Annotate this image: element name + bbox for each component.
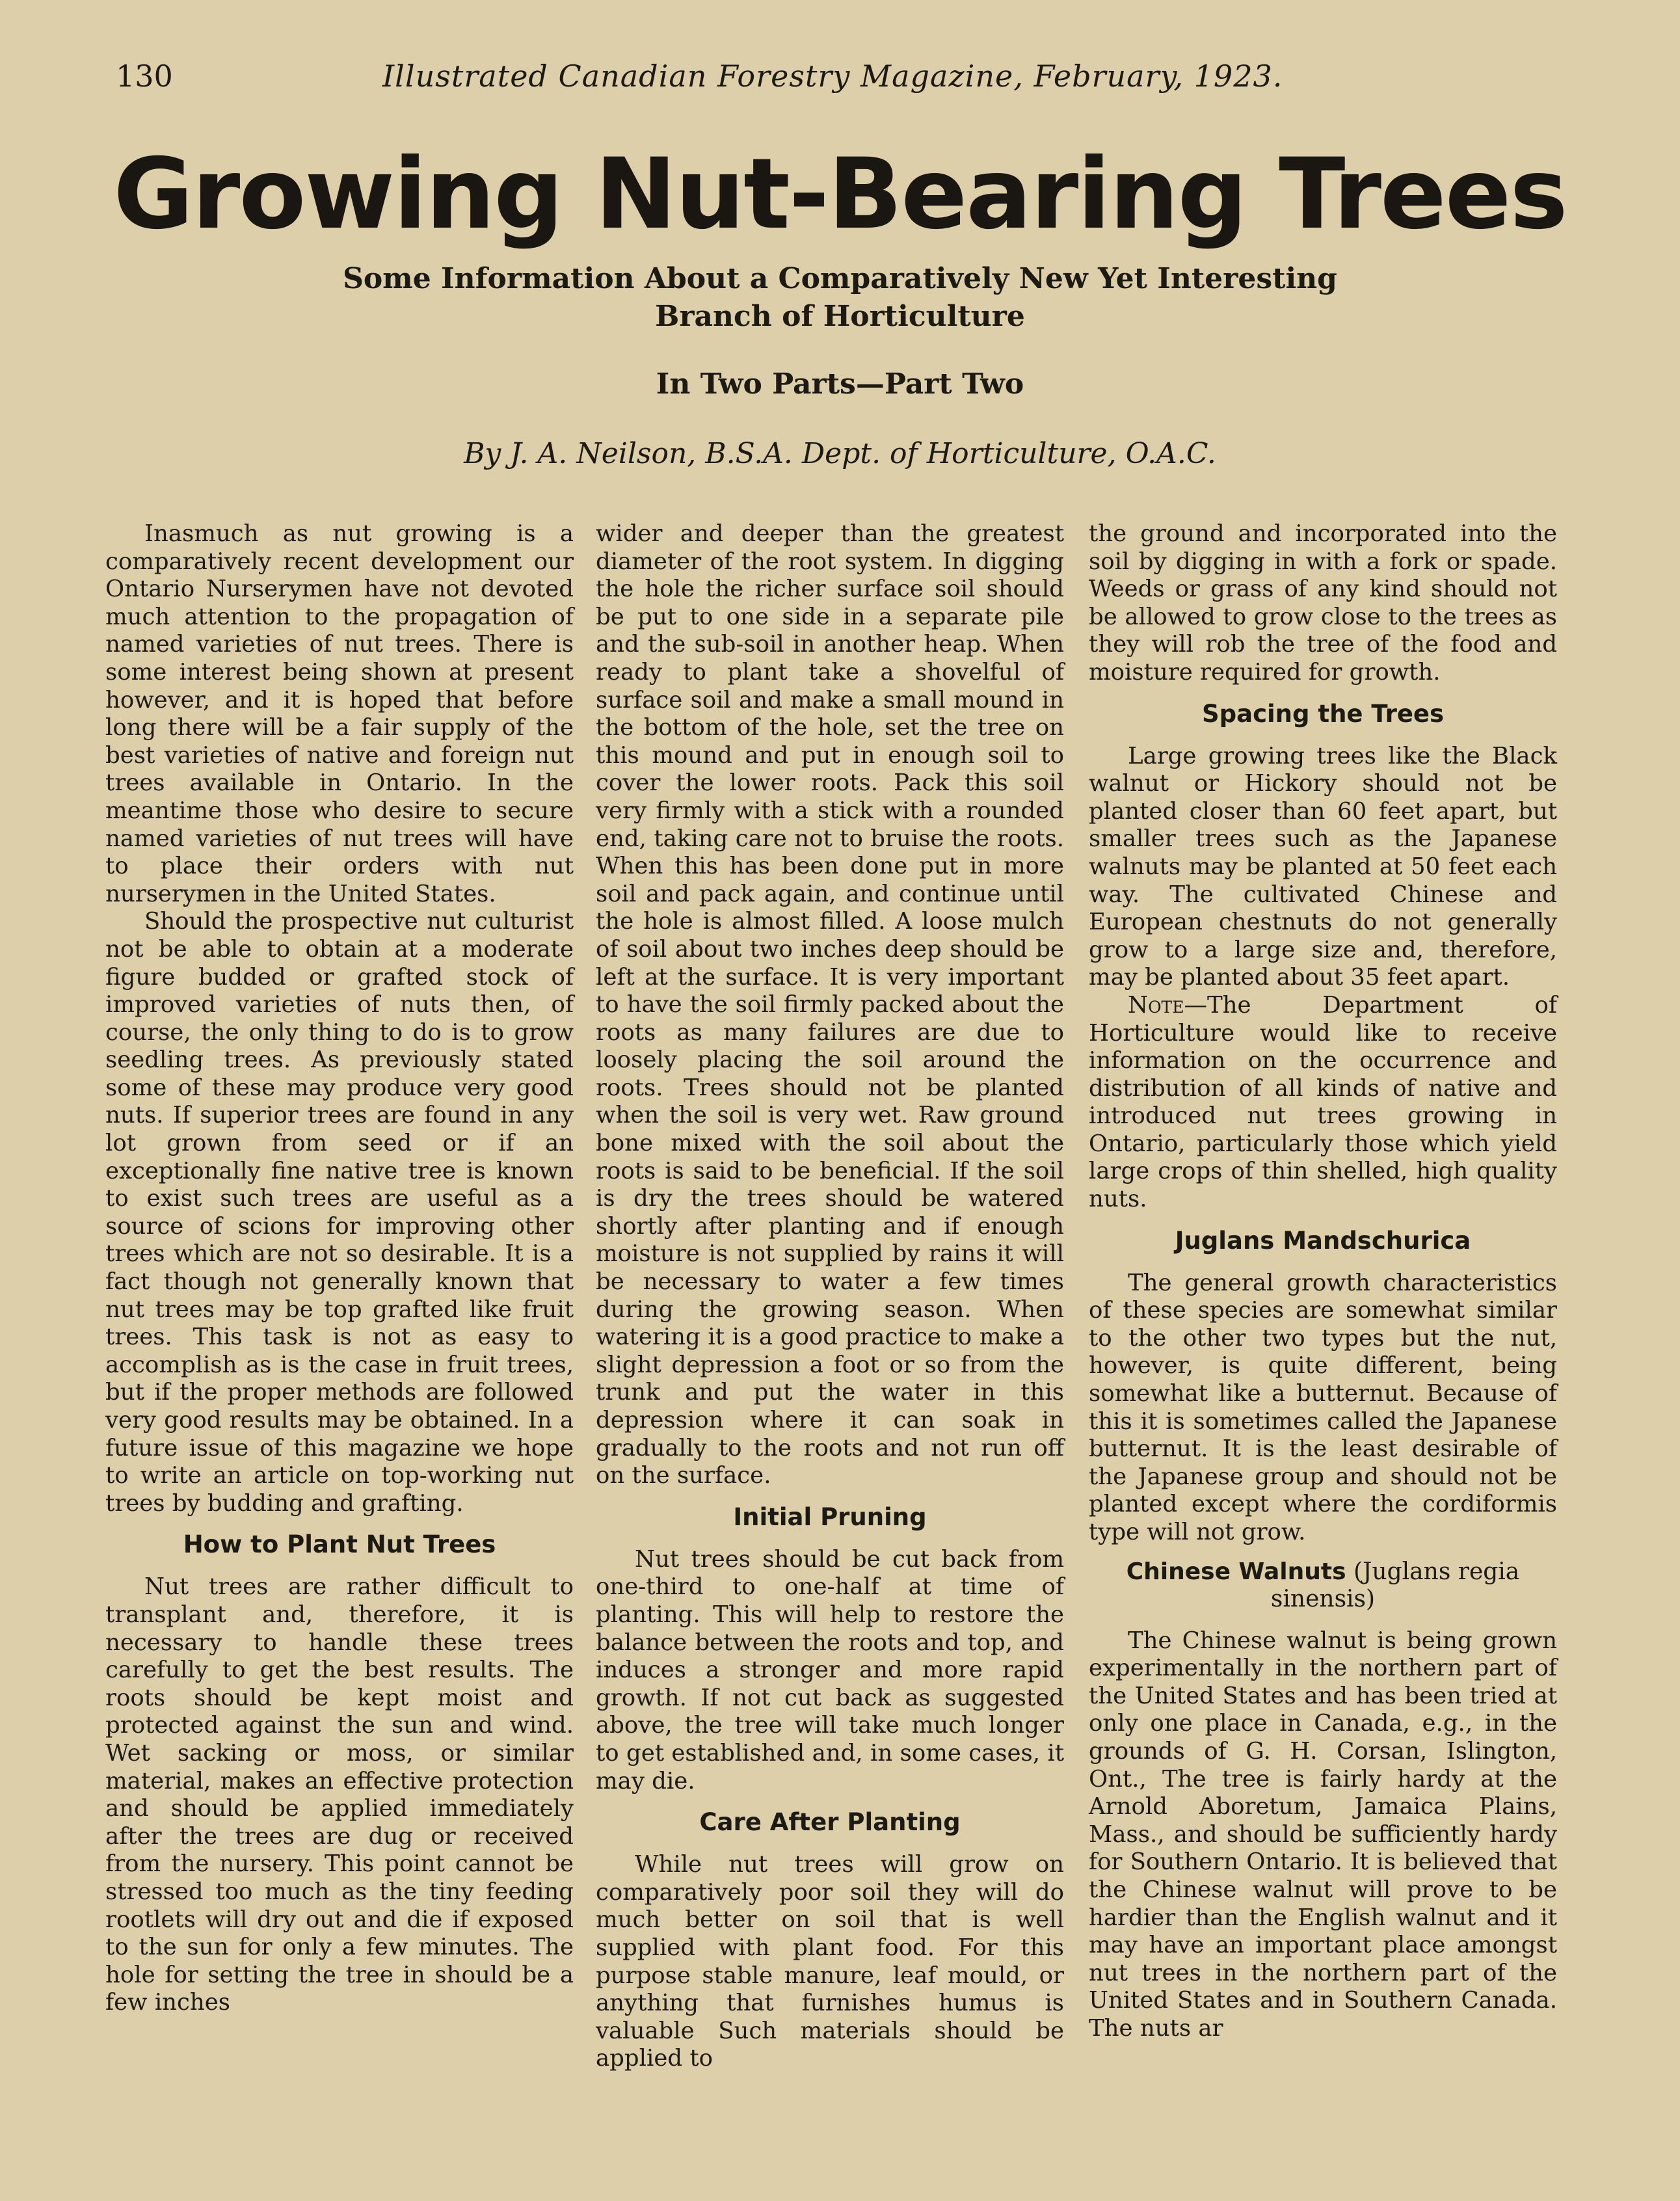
- paragraph: The general growth characteristics of these species are somewhat similar to the other two types but the nut, however, is quite different, being somewhat like a butternut. Because of this it is sometimes called the Japanese butternut. It is the least desirable of the Japanese group and should not be planted except where the cordiformis type will not grow.: [1089, 1269, 1557, 1545]
- section-heading: How to Plant Nut Trees: [183, 1530, 496, 1559]
- paragraph: wider and deeper than the greatest diameter of the root system. In digging the hole the richer surface soil should be put to one side in a separate pile and the sub-soil in another heap. When ready to plant take a shovelful of surface soil and make a small mound in the bottom of the hole, set the tree on this mound and put in enough soil to cover the lower roots. Pack this soil very firmly with a stick with a rounded end, taking care not to bruise the roots. When this has been done put in more soil and pack again, and continue until the hole is almost filled. A loose mulch of soil about two inches deep should be left at the surface. It is very important to have the soil firmly packed about the roots as many failures are due to loosely placing the soil around the roots. Trees should not be planted when the soil is very wet. Raw ground bone mixed with the soil about the roots is said to be beneficial. If the soil is dry the trees should be watered shortly after planting and if enough moisture is not supplied by rains it will be necessary to water a few times during the growing season. When watering it is a good practice to make a slight depression a foot or so from the trunk and put the water in this depression where it can soak in gradually to the roots and not run off on the surface.: [596, 520, 1064, 1489]
- column-2: [596, 520, 1064, 2073]
- part-label: In Two Parts—Part Two: [656, 367, 1024, 401]
- section-heading: Initial Pruning: [733, 1502, 927, 1531]
- column-1: [105, 520, 574, 2017]
- subtitle-line-2: Branch of Horticulture: [655, 300, 1025, 333]
- note-text: —The Department of Horticulture would like to receive information on the occurrence and distribution of all kinds of native and introduced nut trees growing in Ontario, particularly those which yield large crops of thin shelled, high quality nuts.: [1089, 991, 1557, 1213]
- note-paragraph: [1089, 992, 1557, 1214]
- running-header: [116, 59, 1326, 111]
- paragraph: The Chinese walnut is being grown experimentally in the northern part of the United States and has been tried at only one place in Canada, e.g., in the grounds of G. H. Corsan, Islington, Ont., The tree is fairly hardy at the Arnold Aboretum, Jamaica Plains, Mass., and should be sufficiently hardy for Southern Ontario. It is believed that the Chinese walnut will prove to be hardier than the English walnut and it may have an important place amongst nut trees in the northern part of the United States and in Southern Canada. The nuts ar: [1089, 1627, 1557, 2042]
- byline: By J. A. Neilson, B.S.A. Dept. of Horticulture, O.A.C.: [464, 437, 1216, 470]
- journal-title: Illustrated Canadian Forestry Magazine, February, 1923.: [382, 59, 1283, 94]
- paragraph: Inasmuch as nut growing is a comparatively recent development our Ontario Nurserymen have not devoted much attention to the propagation of named varieties of nut trees. There is some interest being shown at present however, and it is hoped that before long there will be a fair supply of the best varieties of native and foreign nut trees available in Ontario. In the meantime those who desire to secure named varieties of nut trees will have to place their orders with nut nurserymen in the United States.: [105, 520, 574, 907]
- page-number: 130: [116, 59, 173, 94]
- section-heading: Juglans Mandschurica: [1175, 1226, 1471, 1255]
- section-heading: Care After Planting: [699, 1808, 961, 1837]
- paragraph: the ground and incorporated into the soil by digging in with a fork or spade. Weeds or grass of any kind should not be allowed to grow close to the trees as they will rob the tree of the food and moisture required for growth.: [1089, 520, 1557, 686]
- section-heading: Spacing the Trees: [1201, 699, 1445, 728]
- article-title: Growing Nut-Bearing Trees: [113, 138, 1567, 251]
- section-heading: [1089, 1558, 1557, 1613]
- article-subtitle: [0, 260, 1680, 336]
- paragraph: Nut trees are rather difficult to transplant and, therefore, it is necessary to handle these trees carefully to get the best results. The roots should be kept moist and protected against the sun and wind. Wet sacking or moss, or similar material, makes an effective protection and should be applied immediately after the trees are dug or received from the nursery. This point cannot be stressed too much as the tiny feeding rootlets will dry out and die if exposed to the sun for only a few minutes. The hole for setting the tree in should be a few inches: [105, 1573, 574, 2016]
- column-3: [1089, 520, 1557, 2043]
- paragraph: While nut trees will grow on comparatively poor soil they will do much better on soil that is well supplied with plant food. For this purpose stable manure, leaf mould, or anything that furnishes humus is valuable Such materials should be applied to: [596, 1851, 1064, 2072]
- paragraph: Should the prospective nut culturist not be able to obtain at a moderate figure budded or grafted stock of improved varieties of nuts then, of course, the only thing to do is to grow seedling trees. As previously stated some of these may produce very good nuts. If superior trees are found in any lot grown from seed or if an exceptionally fine native tree is known to exist such trees are useful as a source of scions for improving other trees which are not so desirable. It is a fact though not generally known that nut trees may be top grafted like fruit trees. This task is not as easy to accomplish as is the case in fruit trees, but if the proper methods are followed very good results may be obtained. In a future issue of this magazine we hope to write an article on top-working nut trees by budding and grafting.: [105, 908, 574, 1517]
- subtitle-line-1: Some Information About a Comparatively New Yet Interesting: [343, 262, 1337, 295]
- heading-rest: (Juglans regia sinensis): [1270, 1558, 1520, 1612]
- note-label: Note: [1128, 991, 1184, 1019]
- heading-bold-part: Chinese Walnuts: [1126, 1558, 1346, 1585]
- paragraph: Nut trees should be cut back from one-third to one-half at time of planting. This will help to restore the balance between the roots and top, and induces a stronger and more rapid growth. If not cut back as suggested above, the tree will take much longer to get established and, in some cases, it may die.: [596, 1545, 1064, 1794]
- paragraph: Large growing trees like the Black walnut or Hickory should not be planted closer than 60 feet apart, but smaller trees such as the Japanese walnuts may be planted at 50 feet each way. The cultivated Chinese and European chestnuts do not generally grow to a large size and, therefore, may be planted about 35 feet apart.: [1089, 742, 1557, 991]
